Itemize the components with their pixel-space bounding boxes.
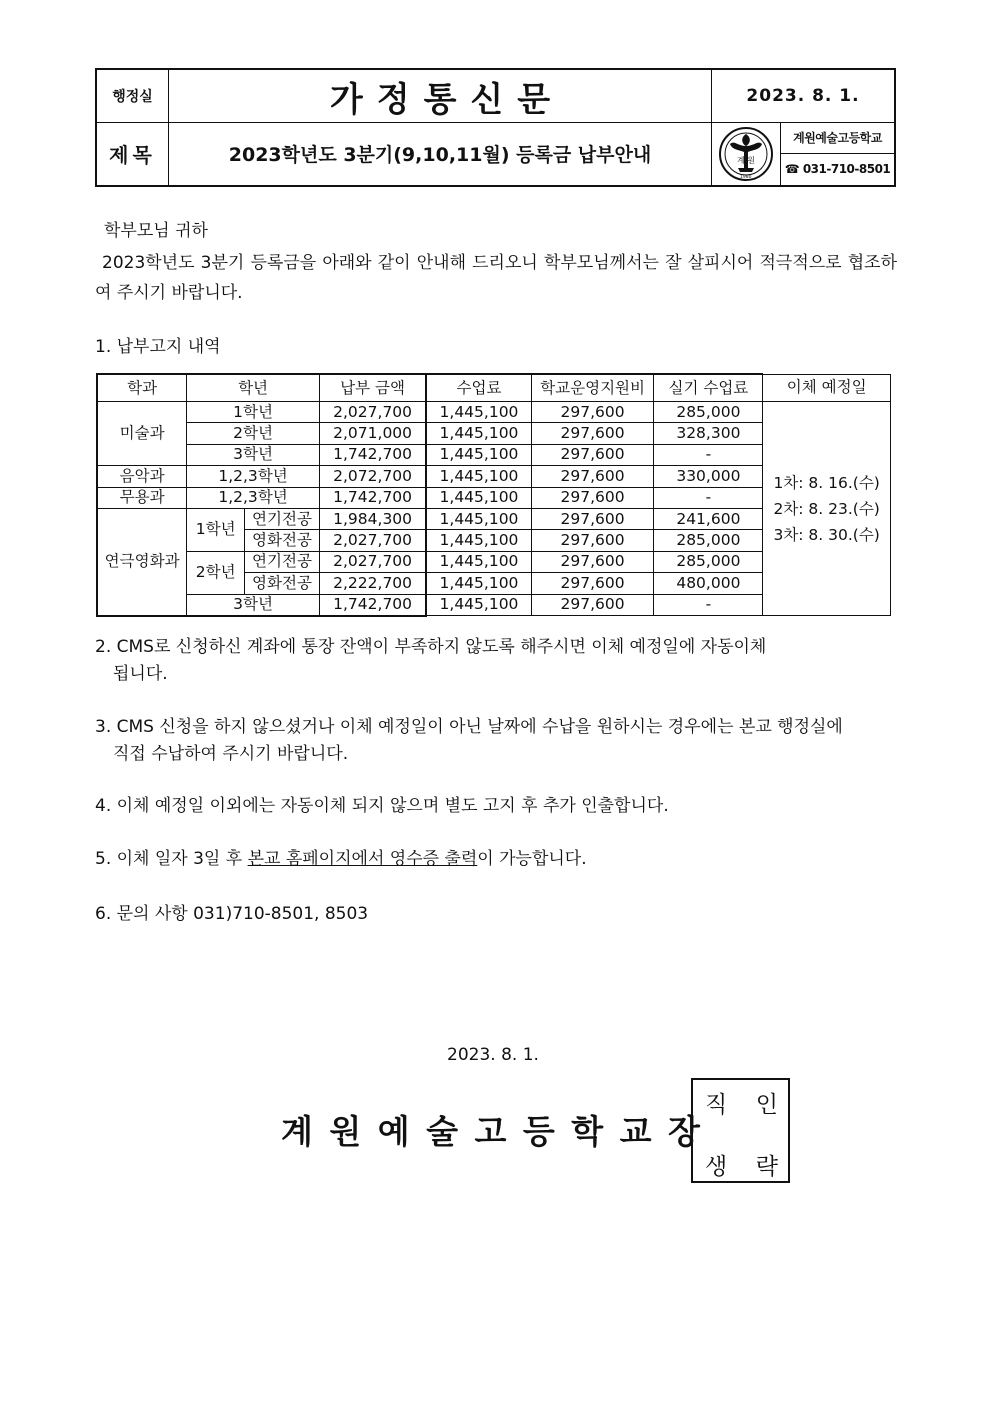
subject-title: 2023학년도 3분기(9,10,11월) 등록금 납부안내 <box>169 122 712 185</box>
grade-cell: 2학년 <box>187 423 320 444</box>
footer-date: 2023. 8. 1. <box>447 1045 539 1065</box>
major-cell: 영화전공 <box>245 573 320 594</box>
practical-cell: 328,300 <box>654 423 763 444</box>
note-5-underlined: 본교 홈페이지에서 영수증 출력 <box>247 849 478 869</box>
document-header <box>95 68 896 187</box>
tuition-cell: 1,445,100 <box>426 594 531 616</box>
dept-cell: 무용과 <box>97 487 187 508</box>
schedule-2: 2차: 8. 23.(수) <box>773 499 880 518</box>
grade-cell: 3학년 <box>187 444 320 465</box>
note-2-line2: 됩니다. <box>113 664 168 684</box>
subject-label: 제목 <box>97 122 169 185</box>
dept-cell: 연극영화과 <box>97 508 187 615</box>
major-cell: 영화전공 <box>245 530 320 551</box>
header-row-bottom <box>97 122 894 185</box>
practical-cell: 285,000 <box>654 551 763 572</box>
tuition-cell: 1,445,100 <box>426 508 531 529</box>
grade-cell: 1학년 <box>187 402 320 423</box>
intro-paragraph <box>95 248 897 308</box>
support-cell: 297,600 <box>531 444 654 465</box>
practical-cell: 480,000 <box>654 573 763 594</box>
note-5-suffix: 이 가능합니다. <box>477 849 587 869</box>
principal-signature: 계원예술고등학교장 <box>281 1112 717 1151</box>
note-2-line1: 2. CMS로 신청하신 계좌에 통장 잔액이 부족하지 않도록 해주시면 이체 예정일에 자동이체 <box>95 637 767 657</box>
support-cell: 297,600 <box>531 466 654 487</box>
grade-cell: 1학년 <box>187 508 245 551</box>
practical-cell: - <box>654 487 763 508</box>
greeting: 학부모님 귀하 <box>104 221 208 241</box>
amount-cell: 2,027,700 <box>319 402 426 423</box>
note-5 <box>95 846 897 873</box>
grade-cell: 2학년 <box>187 551 245 594</box>
department-label: 행정실 <box>97 70 169 122</box>
header-amount: 납부 금액 <box>319 374 426 402</box>
school-info <box>781 122 894 185</box>
major-cell: 연기전공 <box>245 508 320 529</box>
grade-cell: 3학년 <box>187 594 320 616</box>
support-cell: 297,600 <box>531 594 654 616</box>
support-cell: 297,600 <box>531 402 654 423</box>
amount-cell: 1,984,300 <box>319 508 426 529</box>
amount-cell: 1,742,700 <box>319 487 426 508</box>
header-row-top <box>97 70 894 123</box>
table-header-row <box>97 374 891 402</box>
note-3-line1: 3. CMS 신청을 하지 않으셨거나 이체 예정일이 아닌 날짜에 수납을 원하시는 경우에는 본교 행정실에 <box>95 717 843 737</box>
transfer-schedule-cell <box>763 402 891 616</box>
intro-text: 2023학년도 3분기 등록금을 아래와 같이 안내해 드리오니 학부모님께서는 잘 살피시어 적극적으로 협조하여 주시기 바랍니다. <box>95 253 897 303</box>
header-practical-fee: 실기 수업료 <box>654 374 763 402</box>
amount-cell: 2,071,000 <box>319 423 426 444</box>
practical-cell: 285,000 <box>654 402 763 423</box>
support-cell: 297,600 <box>531 487 654 508</box>
school-phone: ☎ 031-710-8501 <box>784 162 891 177</box>
header-dept: 학과 <box>97 374 187 402</box>
note-3-line2: 직접 수납하여 주시기 바랍니다. <box>113 744 349 764</box>
support-cell: 297,600 <box>531 530 654 551</box>
amount-cell: 2,027,700 <box>319 530 426 551</box>
seal-char: 직 <box>705 1092 728 1118</box>
practical-cell: 285,000 <box>654 530 763 551</box>
fee-table <box>96 373 891 617</box>
amount-cell: 2,072,700 <box>319 466 426 487</box>
schedule-3: 3차: 8. 30.(수) <box>773 525 880 544</box>
tuition-cell: 1,445,100 <box>426 551 531 572</box>
tuition-cell: 1,445,100 <box>426 530 531 551</box>
school-emblem-icon <box>718 126 774 182</box>
major-cell: 연기전공 <box>245 551 320 572</box>
header-grade: 학년 <box>187 374 320 402</box>
tuition-cell: 1,445,100 <box>426 466 531 487</box>
tuition-cell: 1,445,100 <box>426 402 531 423</box>
tuition-cell: 1,445,100 <box>426 444 531 465</box>
header-support-fee: 학교운영지원비 <box>531 374 654 402</box>
svg-text:계 원: 계 원 <box>737 155 755 165</box>
school-name: 계원예술고등학교 <box>781 122 894 154</box>
amount-cell: 2,222,700 <box>319 573 426 594</box>
support-cell: 297,600 <box>531 508 654 529</box>
tuition-cell: 1,445,100 <box>426 487 531 508</box>
school-logo <box>712 122 781 185</box>
amount-cell: 1,742,700 <box>319 594 426 616</box>
practical-cell: - <box>654 444 763 465</box>
note-3 <box>95 714 897 768</box>
grade-cell: 1,2,3학년 <box>187 487 320 508</box>
seal-char: 생 <box>705 1154 728 1180</box>
note-6: 6. 문의 사항 031)710-8501, 8503 <box>95 904 369 924</box>
header-transfer-date: 이체 예정일 <box>763 374 891 402</box>
support-cell: 297,600 <box>531 423 654 444</box>
amount-cell: 2,027,700 <box>319 551 426 572</box>
official-seal <box>691 1078 790 1183</box>
dept-cell: 미술과 <box>97 402 187 466</box>
note-4: 4. 이체 예정일 이외에는 자동이체 되지 않으며 별도 고지 후 추가 인출합니다. <box>95 796 669 816</box>
amount-cell: 1,742,700 <box>319 444 426 465</box>
section-1-heading: 1. 납부고지 내역 <box>95 337 221 357</box>
document-title: 가정통신문 <box>169 70 712 122</box>
note-2 <box>95 634 897 688</box>
practical-cell: 241,600 <box>654 508 763 529</box>
seal-char: 인 <box>755 1092 778 1118</box>
support-cell: 297,600 <box>531 551 654 572</box>
tuition-cell: 1,445,100 <box>426 423 531 444</box>
grade-cell: 1,2,3학년 <box>187 466 320 487</box>
schedule-1: 1차: 8. 16.(수) <box>773 473 880 492</box>
tuition-cell: 1,445,100 <box>426 573 531 594</box>
practical-cell: - <box>654 594 763 616</box>
support-cell: 297,600 <box>531 573 654 594</box>
practical-cell: 330,000 <box>654 466 763 487</box>
seal-char: 략 <box>755 1154 778 1180</box>
note-5-prefix: 5. 이체 일자 3일 후 <box>95 849 248 869</box>
table-row <box>97 402 891 423</box>
dept-cell: 음악과 <box>97 466 187 487</box>
issue-date: 2023. 8. 1. <box>746 86 860 106</box>
svg-text:1980: 1980 <box>740 174 752 180</box>
header-tuition: 수업료 <box>426 374 531 402</box>
